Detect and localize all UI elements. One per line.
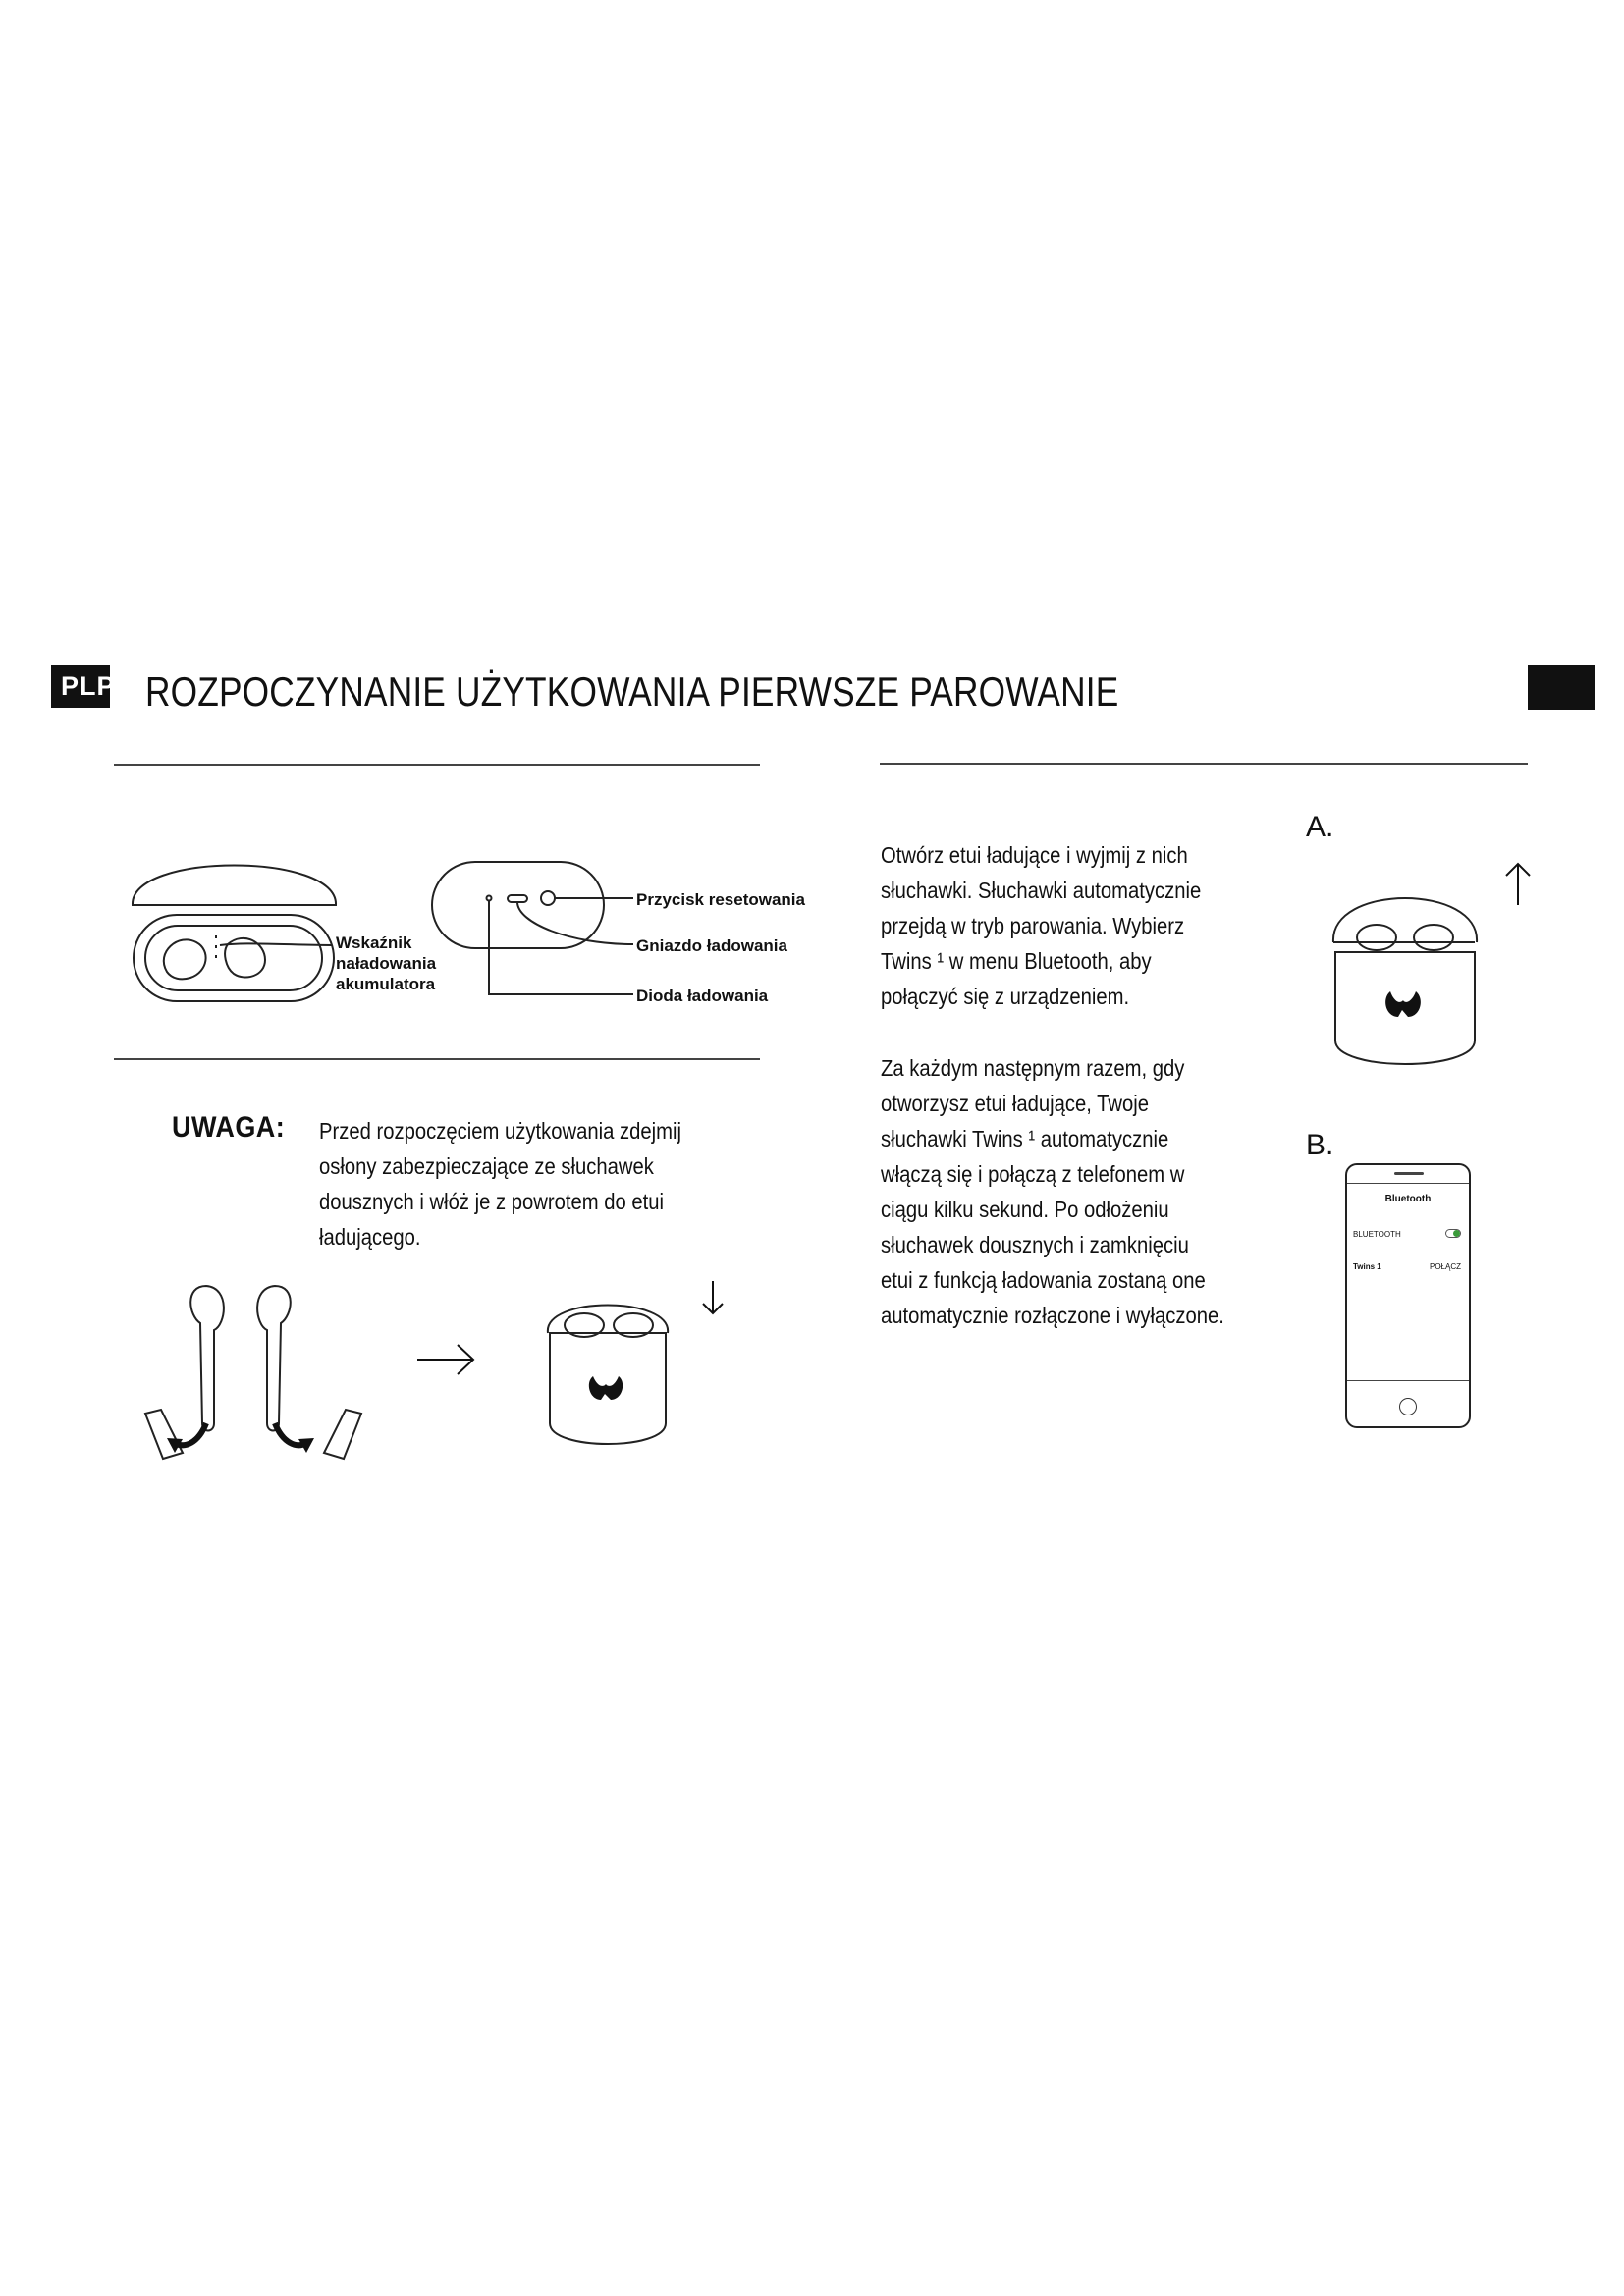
left-earbud [190, 1286, 224, 1431]
instructions-paragraph-1: Otwórz etui ładujące i wyjmij z nich słuchawki. Słuchawki automatycznie przejdą w tryb parowania. Wybierz Twins ¹ w menu Bluetooth, aby połączyć się z urządzeniem. [881, 842, 1202, 1009]
bluetooth-screen-title: Bluetooth [1384, 1194, 1432, 1204]
phone-screen [1347, 1183, 1469, 1381]
language-badge [51, 665, 134, 708]
charging-led-label: Dioda ładowania [636, 987, 769, 1005]
phone-illustration [1345, 1163, 1471, 1428]
page-title: ROZPOCZYNANIE UŻYTKOWANIA PIERWSZE PAROWANIE [145, 668, 1119, 715]
note-label: UWAGA: [172, 1111, 286, 1144]
bluetooth-setting-label: BLUETOOTH [1353, 1230, 1401, 1239]
step-b-label: B. [1306, 1129, 1334, 1161]
phone-home-button [1399, 1398, 1417, 1415]
phone-speaker [1394, 1172, 1424, 1175]
divider-top-left [114, 764, 760, 766]
charging-port-label: Gniazdo ładowania [636, 936, 787, 955]
divider-top-right [880, 763, 1528, 765]
bluetooth-toggle[interactable] [1445, 1229, 1461, 1238]
device-name: Twins 1 [1353, 1262, 1381, 1271]
divider-middle-left [114, 1058, 760, 1060]
open-case-lid [133, 866, 336, 906]
language-badge-text: PLPL [61, 671, 134, 701]
right-earbud [257, 1286, 291, 1431]
reset-button-label: Przycisk resetowania [636, 890, 805, 909]
note-text: Przed rozpoczęciem użytkowania zdejmij osłony zabezpieczające ze słuchawek dousznych i włóż je z powrotem do etui ładującego. [319, 1118, 681, 1250]
step-a-open-case-illustration [1326, 854, 1571, 1090]
step-a-label: A. [1306, 811, 1334, 843]
page-marker-block [1528, 665, 1595, 710]
battery-indicator-label: Wskaźnik naładowania akumulatora [336, 934, 437, 993]
instructions-paragraph-2: Za każdym następnym razem, gdy otworzysz etui ładujące, Twoje słuchawki Twins ¹ automatycznie włączą się i połączą z telefonem w ciągu kilku sekund. Po odłożeniu słuchawek dousznych i zamknięciu etui z funkcją ładowania zostaną one automatycznie rozłączone i wyłączone. [881, 1055, 1224, 1328]
connect-button[interactable]: POŁĄCZ [1430, 1262, 1462, 1271]
remove-ear-tips-illustration [137, 1276, 746, 1472]
toggle-knob [1453, 1230, 1460, 1237]
